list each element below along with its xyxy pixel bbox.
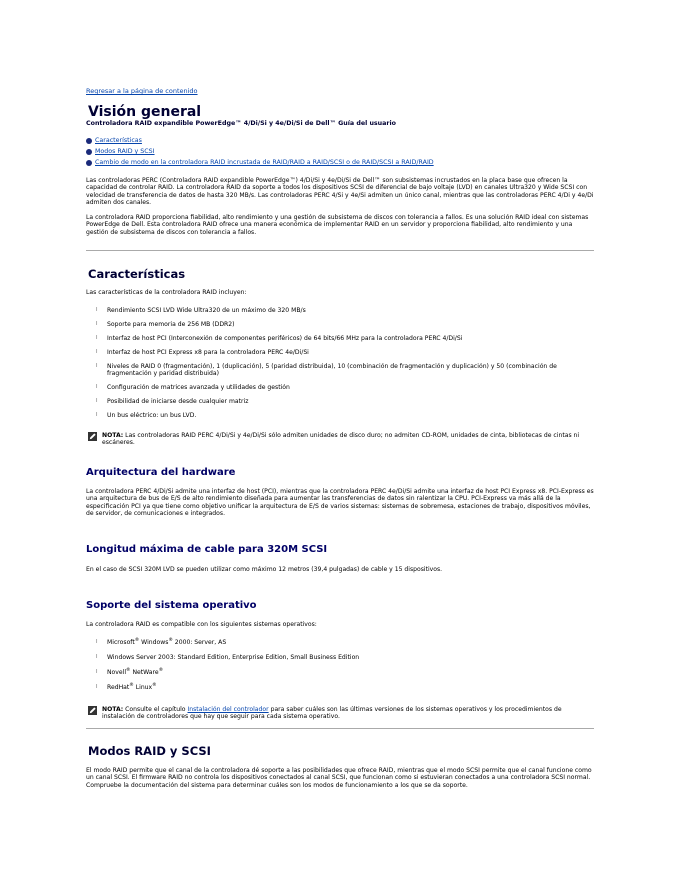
list-item: l Rendimiento SCSI LVD Wide Ultra320 de un máximo de 320 MB/s xyxy=(96,307,306,314)
toc-item xyxy=(86,147,434,157)
bullet-icon: l xyxy=(96,321,98,327)
bullet-icon: l xyxy=(96,398,98,404)
list-item: l Soporte para memoria de 256 MB (DDR2) xyxy=(96,321,235,328)
note-pencil-icon xyxy=(88,706,97,715)
bullet-icon xyxy=(86,149,92,155)
os-note: NOTA: Consulte el capítulo Instalación del controlador para saber cuáles son las últimas versiones de los sistemas operativos y los procedimientos de instalación de controladores que hay que seguir para cada sistema operativo. xyxy=(88,706,588,722)
list-item: l Un bus eléctrico: un bus LVD. xyxy=(96,412,197,419)
features-heading: Características xyxy=(88,267,186,281)
bullet-icon: l xyxy=(96,335,98,341)
intro-paragraph: Las controladoras PERC (Controladora RAID expandible PowerEdge™) 4/Di/Si y 4e/Di/Si de Dell™ son subsistemas incrustados en la placa base que ofrecen la capacidad de controlar RAID. La controladora RAID da soporte a todos los dispositivos SCSI de diferencial de bajo voltaje (LVD) en canales Ultra320 y Wide SCSI con velocidad de transferencia de datos de hasta 320 MB/s. Las controladoras PERC 4/Si y 4e/Si admiten un único canal, mientras que las controladoras PERC 4/Di y 4e/Di admiten dos canales. xyxy=(86,177,594,207)
toc-item xyxy=(86,136,434,146)
os-intro: La controladora RAID es compatible con los siguientes sistemas operativos: xyxy=(86,621,317,628)
bullet-icon: l xyxy=(96,307,98,313)
note-text: Las controladoras RAID PERC 4/Di/Si y 4e/Di/Si sólo admiten unidades de disco duro; no admiten CD-ROM, unidades de cinta, bibliotecas de cintas ni escáneres. xyxy=(102,432,580,447)
list-item: l Interfaz de host PCI (Interconexión de componentes periféricos) de 64 bits/66 MHz para la controladora PERC 4/Di/Si xyxy=(96,335,463,342)
os-heading: Soporte del sistema operativo xyxy=(86,600,257,611)
note-pencil-icon xyxy=(88,432,97,441)
list-item: l RedHat® Linux® xyxy=(96,682,157,691)
list-item: l Posibilidad de iniciarse desde cualquier matriz xyxy=(96,398,249,405)
page-subtitle: Controladora RAID expandible PowerEdge™ 4/Di/Si y 4e/Di/Si de Dell™ Guía del usuario xyxy=(86,120,396,127)
table-of-contents xyxy=(86,136,434,169)
intro-paragraph: La controladora RAID proporciona fiabilidad, alto rendimiento y una gestión de subsistema de discos con tolerancia a fallos. Es una solución RAID ideal con sistemas PowerEdge de Dell. Esta controladora RAID ofrece una manera económica de implementar RAID en un servidor y proporciona fiabilidad, alto rendimiento y una gestión de subsistema de discos con tolerancia a fallos. xyxy=(86,214,589,236)
features-note xyxy=(88,432,588,448)
list-item: l Interfaz de host PCI Express x8 para la controladora PERC 4e/Di/Si xyxy=(96,349,309,356)
bullet-icon: l xyxy=(96,363,98,369)
list-item: l Novell® NetWare® xyxy=(96,667,164,676)
bullet-icon: l xyxy=(96,412,98,418)
cable-paragraph: En el caso de SCSI 320M LVD se pueden utilizar como máximo 12 metros (39,4 pulgadas) de cable y 15 dispositivos. xyxy=(86,566,443,573)
bullet-icon: l xyxy=(96,669,98,675)
modes-paragraph: El modo RAID permite que el canal de la controladora dé soporte a las posibilidades que ofrece RAID, mientras que el modo SCSI permite que el canal funcione como un canal SCSI. El firmware RAID no controla los dispositivos conectados al canal SCSI, que funcionan como si estuvieran conectados a una controladora SCSI normal. Compruebe la documentación del sistema para determinar cuáles son los modos de funcionamiento a los que se da soporte. xyxy=(86,767,592,789)
os-list xyxy=(96,639,586,699)
toc-link-caracteristicas[interactable]: Características xyxy=(95,137,142,144)
bullet-icon xyxy=(86,138,92,144)
back-to-contents-link[interactable]: Regresar a la página de contenido xyxy=(86,87,198,95)
bullet-icon: l xyxy=(96,684,98,690)
note-label: NOTA: xyxy=(102,706,124,713)
list-item: l Windows Server 2003: Standard Edition, Enterprise Edition, Small Business Edition xyxy=(96,654,360,661)
section-divider xyxy=(86,728,594,729)
toc-item xyxy=(86,158,434,168)
note-label: NOTA: xyxy=(102,432,124,439)
list-item: l Niveles de RAID 0 (fragmentación), 1 (duplicación), 5 (paridad distribuida), 10 (combinación de fragmentación y duplicación) y 50 (combinación de fragmentación y paridad distribuida) xyxy=(96,363,557,378)
features-list xyxy=(96,307,586,426)
list-item: l Microsoft® Windows® 2000: Server, AS xyxy=(96,637,227,646)
section-divider xyxy=(86,250,594,251)
cable-heading: Longitud máxima de cable para 320M SCSI xyxy=(86,544,328,555)
driver-installation-link[interactable]: Instalación del controlador xyxy=(187,706,269,713)
toc-link-modos-raid-scsi[interactable]: Modos RAID y SCSI xyxy=(95,148,155,155)
bullet-icon xyxy=(86,160,92,166)
bullet-icon: l xyxy=(96,654,98,660)
bullet-icon: l xyxy=(96,639,98,645)
features-intro: Las características de la controladora RAID incluyen: xyxy=(86,289,247,296)
list-item: l Configuración de matrices avanzada y utilidades de gestión xyxy=(96,384,290,391)
page-title: Visión general xyxy=(88,104,202,120)
toc-link-cambio-de-modo[interactable]: Cambio de modo en la controladora RAID incrustada de RAID/RAID a RAID/SCSI o de RAID/SCSI a RAID/RAID xyxy=(95,159,434,166)
hardware-heading: Arquitectura del hardware xyxy=(86,467,236,478)
bullet-icon: l xyxy=(96,349,98,355)
modes-heading: Modos RAID y SCSI xyxy=(88,744,211,758)
hardware-paragraph: La controladora PERC 4/Di/Si admite una interfaz de host (PCI), mientras que la controladora PERC 4e/Di/Si admite una interfaz de host PCI Express x8. PCI-Express es una arquitectura de bus de E/S de alto rendimiento diseñada para aumentar las transferencias de datos sin ralentizar la CPU. PCI-Express va más allá de la especificación PCI ya que tiene como objetivo unificar la arquitectura de E/S de varios sistemas: sistemas de sobremesa, estaciones de trabajo, dispositivos móviles, de servidor, de comunicaciones e integrados. xyxy=(86,488,594,518)
bullet-icon: l xyxy=(96,384,98,390)
